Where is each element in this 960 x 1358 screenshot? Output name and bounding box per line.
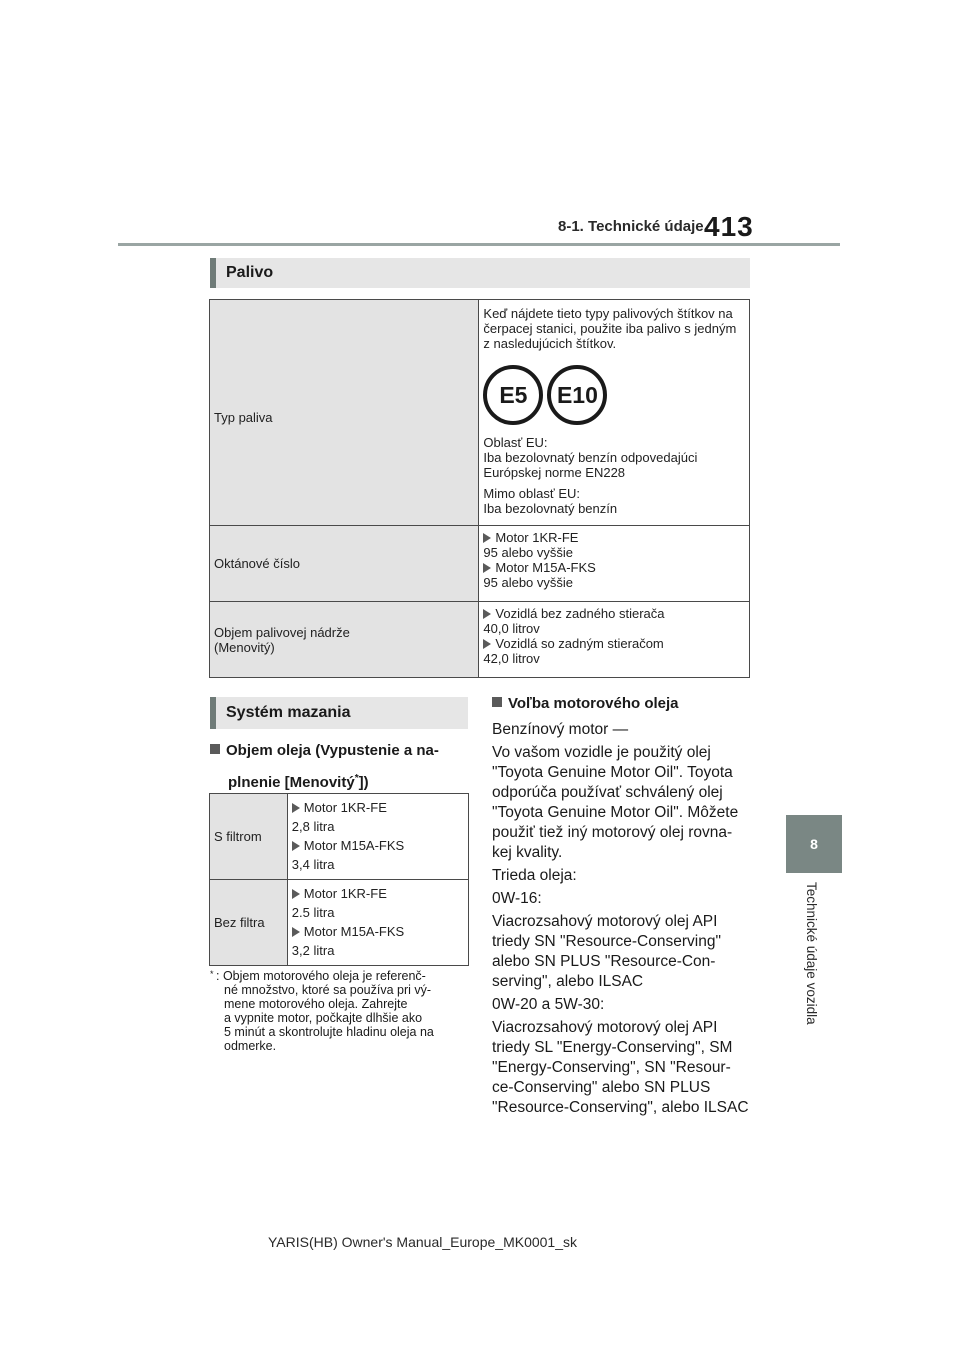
eu-region-title: Oblasť EU: <box>483 435 548 450</box>
chapter-tab-title <box>786 880 842 1060</box>
table-row <box>210 880 469 966</box>
arrow-bullet-icon <box>292 803 300 813</box>
footnote-line: né množstvo, ktoré sa používa pri vý- <box>224 983 432 997</box>
body-line: odporúča používať schválený olej <box>492 784 723 801</box>
capacity-value-text: 42,0 litrov <box>483 651 540 666</box>
footnote-line: : Objem motorového oleja je referenč- <box>216 969 426 983</box>
without-filter-value <box>287 880 468 966</box>
page-number: 413 <box>704 211 754 242</box>
fuel-type-intro: Keď nájdete tieto typy palivových štítkov na čerpacej stanici, použite iba palivo s jedným z nasledujúcich štítkov. <box>483 306 737 351</box>
body-line: kej kvality. <box>492 844 563 861</box>
oil-capacity-title-text: plnenie [Menovitý <box>228 774 355 791</box>
header-divider <box>118 243 840 246</box>
body-line: serving", alebo ILSAC <box>492 973 644 990</box>
oil-capacity-table <box>209 793 469 966</box>
table-row <box>210 794 469 880</box>
table-row <box>210 300 750 526</box>
table-row <box>210 526 750 602</box>
table-row <box>210 602 750 678</box>
chapter-tab-title-text: Technické údaje vozidla <box>804 882 819 1025</box>
body-line: použiť tiež iný motorový olej rovna- <box>492 824 733 841</box>
with-filter-label: S filtrom <box>210 794 288 880</box>
chapter-tab-number: 8 <box>786 815 842 873</box>
body-line: Vo vašom vozidle je použitý olej <box>492 744 711 761</box>
lubrication-heading: Systém mazania <box>210 697 468 729</box>
footnote-line: 5 minút a skontrolujte hladinu oleja na <box>224 1025 434 1039</box>
oil-choice-title <box>492 690 679 718</box>
vehicle-variant: Vozidlá bez zadného stierača <box>495 606 665 621</box>
e10-fuel-label-icon: E10 <box>547 365 607 425</box>
with-filter-value <box>287 794 468 880</box>
non-eu-region-text: Iba bezolovnatý benzín <box>483 501 618 516</box>
footnote-line: odmerke. <box>224 1039 277 1053</box>
oil-capacity-title-line2 <box>210 774 369 791</box>
body-line: 0W-16: <box>492 890 542 907</box>
oil-choice-body <box>492 720 762 1118</box>
square-bullet-icon <box>492 697 502 707</box>
engine-name: Motor M15A-FKS <box>303 924 405 939</box>
octane-value-text: 95 alebo vyššie <box>483 575 574 590</box>
arrow-bullet-icon <box>483 563 491 573</box>
body-line: Benzínový motor — <box>492 721 629 738</box>
engine-name: Motor M15A-FKS <box>495 560 596 575</box>
oil-volume: 2.5 litra <box>291 905 335 920</box>
tank-capacity-value <box>479 602 750 678</box>
eu-region-text: Iba bezolovnatý benzín odpovedajúci Európskej norme EN228 <box>483 450 698 480</box>
arrow-bullet-icon <box>292 889 300 899</box>
engine-name: Motor 1KR-FE <box>495 530 579 545</box>
fuel-type-label: Typ paliva <box>210 300 479 526</box>
footnote-line: mene motorového oleja. Zahrejte <box>224 997 408 1011</box>
body-line: Viacrozsahový motorový olej API <box>492 1019 718 1036</box>
tank-capacity-label <box>210 602 479 678</box>
body-line: 0W-20 a 5W-30: <box>492 996 605 1013</box>
oil-choice-title-text: Voľba motorového oleja <box>508 695 679 712</box>
e5-fuel-label-icon: E5 <box>483 365 543 425</box>
body-line: Trieda oleja: <box>492 867 577 884</box>
tank-capacity-label-line2: (Menovitý) <box>214 639 275 655</box>
footer-manual-id: YARIS(HB) Owner's Manual_Europe_MK0001_sk <box>268 1234 577 1250</box>
square-bullet-icon <box>210 744 220 754</box>
arrow-bullet-icon <box>292 841 300 851</box>
footnote-marker: * <box>354 773 359 784</box>
oil-capacity-title <box>210 737 470 797</box>
body-line: ce-Conserving" alebo SN PLUS <box>492 1079 711 1096</box>
engine-name: Motor M15A-FKS <box>303 838 405 853</box>
oil-capacity-title-end: ]) <box>358 774 369 791</box>
non-eu-region-title: Mimo oblasť EU: <box>483 486 581 501</box>
body-line: "Resource-Conserving", alebo ILSAC <box>492 1099 749 1116</box>
body-line: triedy SL "Energy-Conserving", SM <box>492 1039 733 1056</box>
vehicle-variant: Vozidlá so zadným stieračom <box>495 636 664 651</box>
body-line: alebo SN PLUS "Resource-Con- <box>492 953 716 970</box>
fuel-type-value <box>479 300 750 526</box>
capacity-value-text: 40,0 litrov <box>483 621 540 636</box>
octane-value-text: 95 alebo vyššie <box>483 545 574 560</box>
oil-volume: 3,4 litra <box>291 857 335 872</box>
body-line: triedy SN "Resource-Conserving" <box>492 933 721 950</box>
tank-capacity-label-line1: Objem palivovej nádrže <box>214 624 350 640</box>
footnote-marker: * <box>210 969 214 979</box>
body-line: "Energy-Conserving", SN "Resour- <box>492 1059 731 1076</box>
without-filter-label: Bez filtra <box>210 880 288 966</box>
oil-volume: 2,8 litra <box>291 819 335 834</box>
engine-name: Motor 1KR-FE <box>303 886 387 901</box>
engine-name: Motor 1KR-FE <box>303 800 387 815</box>
body-line: "Toyota Genuine Motor Oil". Toyota <box>492 764 733 781</box>
section-label: 8-1. Technické údaje <box>558 218 704 235</box>
fuel-table <box>209 299 750 678</box>
footnote-line: a vypnite motor, počkajte dlhšie ako <box>224 1011 423 1025</box>
octane-value <box>479 526 750 602</box>
fuel-label-icons <box>483 365 745 425</box>
arrow-bullet-icon <box>483 639 491 649</box>
arrow-bullet-icon <box>292 927 300 937</box>
octane-label: Oktánové číslo <box>210 526 479 602</box>
oil-volume: 3,2 litra <box>291 943 335 958</box>
oil-capacity-footnote <box>210 969 472 1053</box>
arrow-bullet-icon <box>483 533 491 543</box>
fuel-heading: Palivo <box>210 258 750 288</box>
body-line: Viacrozsahový motorový olej API <box>492 913 718 930</box>
oil-capacity-title-line1: Objem oleja (Vypustenie a na- <box>226 742 439 759</box>
arrow-bullet-icon <box>483 609 491 619</box>
body-line: "Toyota Genuine Motor Oil". Môžete <box>492 804 739 821</box>
